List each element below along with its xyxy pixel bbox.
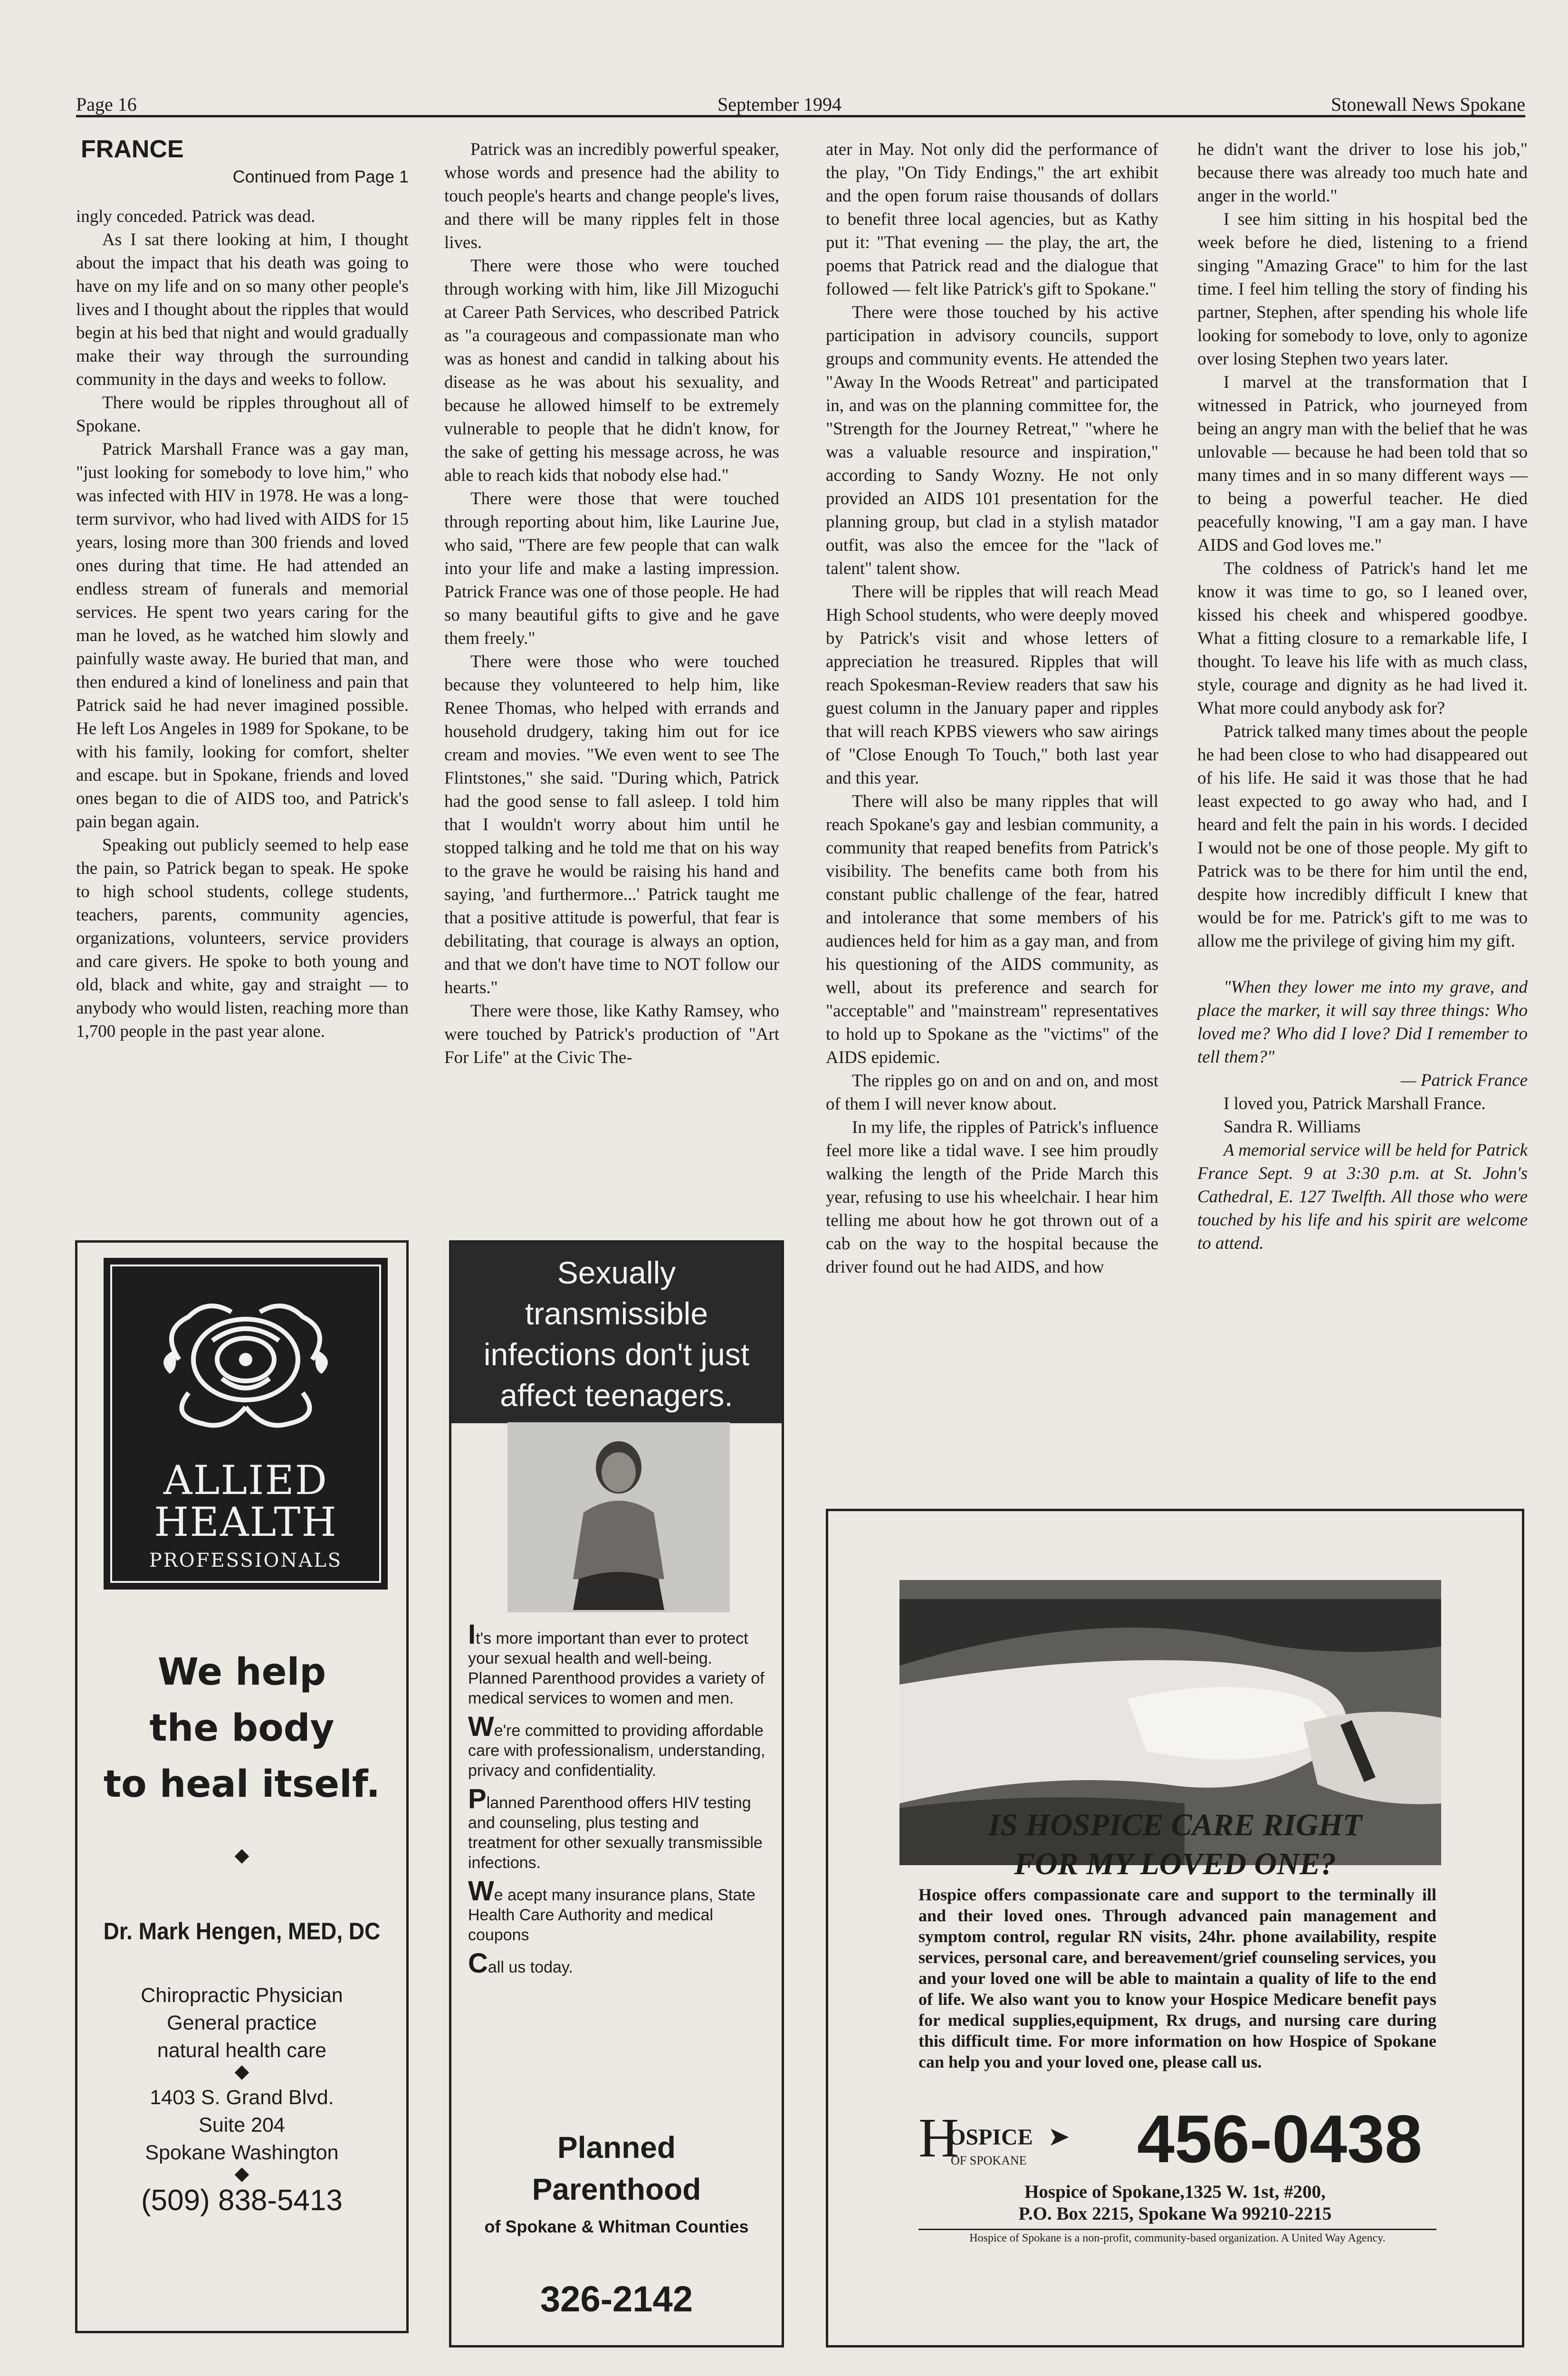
paragraph: There will be ripples that will reach Mead High School students, who were deeply moved by Patrick's visit and whose letters of appreciation he treasured. Ripples that will reach Spokesman-Review readers that saw his guest column in the January paper and ripples that will reach KPBS viewers who saw airings of "Close Enough To Touch," both last year and this year. xyxy=(826,582,1158,788)
paragraph: Patrick talked many times about the people he had been close to who had disappeared out of his life. He said it was those that he had least expected to go away who had, and I heard and felt the pain in his words. I decided I would not be one of those people. My gift to Patrick was to be there for him until the end, despite how incredibly difficult I knew that would be for me. Patrick's gift to me was to allow me the privilege of giving him my gift. xyxy=(1197,722,1528,951)
hospice-headline xyxy=(828,1806,1522,1884)
article-column-2 xyxy=(444,138,779,1069)
paragraph: The coldness of Patrick's hand let me know it was time to go, so I leaned over, kissed his cheek and whispered goodbye. What a fitting closure to a remarkable life, I thought. To leave his life with as much class, style, courage and dignity as he had lived it. What more could anybody ask for? xyxy=(1197,559,1528,718)
paragraph: Patrick Marshall France was a gay man, "just looking for somebody to love him," who was infected with HIV in 1978. He was a long-term survivor, who had lived with AIDS for 15 years, losing more than 300 friends and loved ones during that time. He had attended an endless stream of funerals and memorial services. He spent two years caring for the man he loved, as he watched him slowly and painfully waste away. He buried that man, and then endured a kind of loneliness and pain that Patrick said he had never imagined possible. He left Los Angeles in 1989 for Spokane, to be with his family, looking for comfort, shelter and escape. but in Spokane, friends and loved ones began to die of AIDS too, and Patrick's pain began again. xyxy=(76,440,409,832)
logo-sub: OF SPOKANE xyxy=(951,2154,1027,2167)
continued-note: Continued from Page 1 xyxy=(232,167,409,186)
planned-parenthood-ad xyxy=(449,1240,784,2347)
pp-paragraph: t's more important than ever to protect your sexual health and well-being. Planned Parenthood provides a variety of medical services to women and men. xyxy=(468,1629,765,1707)
doctor-services xyxy=(77,1982,406,2064)
address-line: Suite 204 xyxy=(199,2114,285,2136)
paragraph: There were those who were touched through working with him, like Jill Mizoguchi at Career Path Services, who described Patrick as "a courageous and compassionate man who was as honest and candid in talking about his disease as he was about his sexuality, and because he allowed himself to be extremely vulnerable to people that he didn't know, for the sake of getting his message across, he was able to reach kids that nobody else had." xyxy=(444,256,779,485)
hospice-body: Hospice offers compassionate care and support to the terminally ill and their loved ones. Through advanced pain management and symptom control, regular RN visits, 24hr. phone availability, respite services, personal care, and bereavement/grief counseling services, you and your loved one will be able to maintain a quality of life to the end of life. We also want you to know your Hospice Medicare benefit pays for medical supplies,equipment, Rx drugs, and nursing care during this difficult time. For more information on how Hospice of Spokane can help you and your loved one, please call us. xyxy=(918,1885,1436,2071)
address-line: 1403 S. Grand Blvd. xyxy=(150,2086,334,2109)
page-header xyxy=(76,93,1525,117)
drop-cap: P xyxy=(468,1783,487,1814)
drop-cap: W xyxy=(468,1711,494,1742)
paragraph: There were those, like Kathy Ramsey, who were touched by Patrick's production of "Art For Life" at the Civic The- xyxy=(444,1001,779,1067)
headline-line: infections don't just xyxy=(483,1337,750,1372)
quote-attribution: — Patrick France xyxy=(1400,1071,1528,1090)
paragraph: I see him sitting in his hospital bed the week before he died, listening to a friend singing "Amazing Grace" to him for the last time. I feel him telling the story of finding his partner, Stephen, after spending his whole life looking for somebody to love, only to agonize over losing Stephen two years later. xyxy=(1197,210,1528,369)
article-kicker: FRANCE xyxy=(81,135,184,163)
hospice-address xyxy=(828,2181,1522,2225)
issue-date: September 1994 xyxy=(717,94,842,115)
article-column-3 xyxy=(826,138,1158,1279)
service-line: Chiropractic Physician xyxy=(141,1984,343,2007)
service-line: natural health care xyxy=(157,2039,327,2062)
paragraph: In my life, the ripples of Patrick's influence feel more like a tidal wave. I see him proudly walking the length of the Pride March this year, refusing to use his wheelchair. I hear him telling me about how he got thrown out of a cab on the way to the hospital because the driver found out he had AIDS, and how xyxy=(826,1118,1158,1277)
pp-org-name xyxy=(451,2127,782,2210)
publication-name: Stonewall News Spokane xyxy=(1331,94,1525,115)
pp-headline xyxy=(451,1243,782,1423)
header-rule xyxy=(76,115,1525,117)
paragraph: I marvel at the transformation that I witnessed in Patrick, who journeyed from being an angry man with the belief that he was unlovable — because he had been told that so many times and in so many different ways — to being a powerful teacher. He died peacefully knowing, "I am a gay man. I have AIDS and God loves me." xyxy=(1197,373,1528,555)
org-line: Planned xyxy=(557,2130,676,2165)
allied-phone: (509) 838-5413 xyxy=(141,2184,343,2217)
hospice-logo xyxy=(918,2107,1070,2169)
slogan-line: We help xyxy=(157,1651,326,1694)
slogan-line: the body xyxy=(149,1707,335,1750)
paragraph: ater in May. Not only did the performance of the play, "On Tidy Endings," the art exhibit and the open forum raise thousands of dollars to benefit three local agencies, but as Kathy put it: "That evening — the play, the art, the poems that Patrick read and the dialogue that followed — felt like Patrick's gift to Spokane." xyxy=(826,140,1158,299)
diamond-icon: ◆ xyxy=(234,2163,249,2184)
logo-word: OSPICE xyxy=(948,2125,1033,2150)
pp-org-sub: of Spokane & Whitman Counties xyxy=(484,2217,749,2236)
closing-line: I loved you, Patrick Marshall France. xyxy=(1224,1094,1486,1113)
hospice-footer: Hospice of Spokane is a non-profit, community-based organization. A United Way Agency. xyxy=(918,2229,1436,2245)
allied-logo-line2: HEALTH xyxy=(154,1499,337,1545)
paragraph: The ripples go on and on and on, and most of them I will never know about. xyxy=(826,1071,1158,1114)
pp-paragraph: e acept many insurance plans, State Health Care Authority and medical coupons xyxy=(468,1886,755,1944)
paragraph: There were those that were touched through reporting about him, like Laurine Jue, who said, "There are few people that can walk into your life and make a lasting impression. Patrick France was one of those people. He had so many beautiful gifts to give and he gave them freely." xyxy=(444,489,779,648)
address-line: P.O. Box 2215, Spokane Wa 99210-2215 xyxy=(1018,2204,1332,2224)
pp-phone: 326-2142 xyxy=(540,2279,693,2319)
headline-line: transmissible xyxy=(525,1296,708,1331)
org-line: Parenthood xyxy=(532,2172,701,2206)
paragraph: There were those who were touched because they volunteered to help him, like Renee Thomas, who helped with errands and household drudgery, taking him out for ice cream and movies. "We even went to see The Flintstones," she said. "During which, Patrick had the good sense to fall asleep. I told him that I wouldn't worry about him until he stopped talking and he told me that on his way to the grave he would be raising his hand and saying, 'and furthermore...' Patrick taught me that a positive attitude is powerful, that fear is debilitating, that courage is always an option, and that we don't have time to NOT follow our hearts." xyxy=(444,652,779,997)
article-column-4 xyxy=(1197,138,1528,1255)
slogan-line: to heal itself. xyxy=(103,1763,381,1806)
headline-line: IS HOSPICE CARE RIGHT xyxy=(988,1808,1362,1842)
address-line: Hospice of Spokane,1325 W. 1st, #200, xyxy=(1024,2182,1326,2202)
paragraph: As I sat there looking at him, I thought about the impact that his death was going to have on my life and on so many other people's lives and I thought about the ripples that would begin at his bed that night and would gradually make their way through the surrounding community in the days and weeks to follow. xyxy=(76,230,409,389)
pp-paragraph: lanned Parenthood offers HIV testing and counseling, plus testing and treatment for other sexually transmissible infections. xyxy=(468,1794,763,1872)
page-number: Page 16 xyxy=(76,94,137,115)
pp-body xyxy=(468,1619,767,1979)
diamond-icon: ◆ xyxy=(234,2060,249,2082)
paragraph: Patrick was an incredibly powerful speaker, whose words and presence had the ability to touch people's hearts and change people's lives, and there will be many ripples felt in those lives. xyxy=(444,140,779,252)
author-byline: Sandra R. Williams xyxy=(1224,1117,1361,1137)
pp-paragraph: all us today. xyxy=(488,1958,573,1976)
drop-cap: I xyxy=(468,1619,476,1650)
hospice-ad xyxy=(826,1509,1524,2347)
allied-health-ad xyxy=(75,1240,409,2333)
headline-line: affect teenagers. xyxy=(500,1378,733,1413)
address-line: Spokane Washington xyxy=(145,2141,339,2164)
hospice-phone: 456-0438 xyxy=(1137,2101,1423,2177)
drop-cap: W xyxy=(468,1876,494,1907)
headline-line: FOR MY LOVED ONE? xyxy=(1014,1847,1336,1881)
paragraph: There will also be many ripples that will reach Spokane's gay and lesbian community, a community that reaped benefits from Patrick's visibility. The benefits came both from his constant public challenge of the fear, hatred and intolerance that some members of his audiences held for him as a gay man, and from his questioning of the AIDS community, as well, about its preference and search for "acceptable" and "mainstream" representatives to hold up to Spokane as the "victims" of the AIDS epidemic. xyxy=(826,792,1158,1067)
paragraph: There were those touched by his active participation in advisory councils, support groups and community events. He attended the "Away In the Woods Retreat" and participated in, and was on the planning committee for, the "Strength for the Journey Retreat," "where he was a valuable resource and inspiration," according to Sandy Wozny. He not only provided an AIDS 101 presentation for the planning group, but clad in a stylish matador outfit, was also the emcee for the "lack of talent" talent show. xyxy=(826,303,1158,578)
paragraph: Speaking out publicly seemed to help ease the pain, so Patrick began to speak. He spoke to high school students, college students, teachers, parents, community agencies, organizations, volunteers, service providers and care givers. He spoke to both young and old, black and white, gay and straight — to anybody who would listen, reaching more than 1,700 people in the past year alone. xyxy=(76,835,409,1041)
woman-portrait-photo xyxy=(507,1422,730,1612)
service-line: General practice xyxy=(167,2012,317,2034)
paragraph: he didn't want the driver to lose his job," because there was already too much hate and anger in the world." xyxy=(1197,140,1528,206)
article-column-1 xyxy=(76,135,409,1043)
logo-letter: H xyxy=(918,2107,959,2169)
drop-cap: C xyxy=(468,1948,488,1979)
memorial-notice: A memorial service will be held for Patrick France Sept. 9 at 3:30 p.m. at St. John's Cathedral, E. 127 Twelfth. All those who were touched by his life and his spirit are welcome to attend. xyxy=(1197,1140,1528,1253)
diamond-icon: ◆ xyxy=(234,1844,249,1866)
doctor-name: Dr. Mark Hengen, MED, DC xyxy=(103,1918,381,1945)
allied-health-logo xyxy=(104,1258,388,1590)
closing-quote: "When they lower me into my grave, and place the marker, it will say three things: Who loved me? Who did I love? Did I remember to tell them?" xyxy=(1197,977,1528,1067)
flower-icon xyxy=(151,1288,341,1450)
paragraph: ingly conceded. Patrick was dead. xyxy=(76,207,316,226)
allied-address xyxy=(77,2084,406,2166)
allied-slogan xyxy=(77,1644,406,1812)
dove-icon: ➤ xyxy=(1048,2122,1070,2152)
allied-logo-line1: ALLIED xyxy=(163,1457,328,1504)
paragraph: There would be ripples throughout all of Spokane. xyxy=(76,393,409,436)
allied-logo-line3: PROFESSIONALS xyxy=(149,1550,343,1571)
headline-line: Sexually xyxy=(557,1255,676,1290)
pp-paragraph: e're committed to providing affordable care with professionalism, understanding, privacy and confidentiality. xyxy=(468,1722,765,1780)
